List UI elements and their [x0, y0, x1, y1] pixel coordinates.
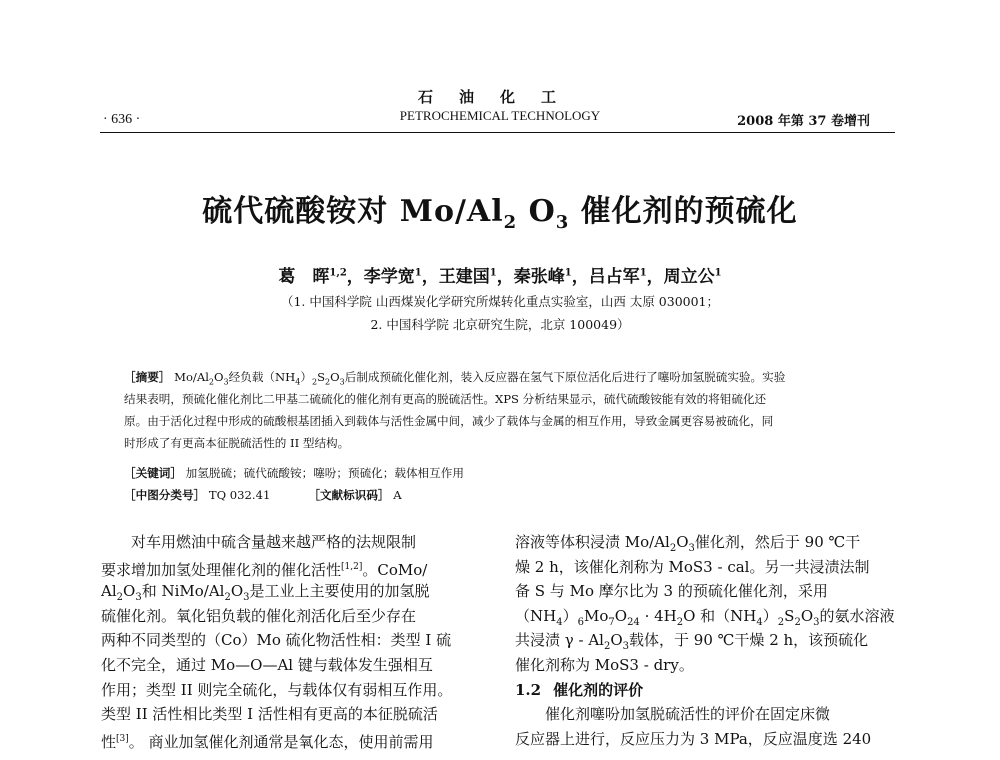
body-line: 硫催化剂。氧化铝负载的催化剂活化后至少存在 — [101, 606, 417, 625]
body-line: 要求增加加氢处理催化剂的催化活性[1,2]。CoMo/ — [101, 560, 428, 579]
author: 王建国$^1$ — [438, 267, 497, 287]
header-divider — [100, 132, 895, 133]
abstract-line: 原。由于活化过程中形成的硫酸根基团插入到载体与活性金属中间，减少了载体与金属的相互作用，导致金属更容易被硫化，同 — [124, 414, 774, 428]
author: 葛 晖$^{1,2}$ — [278, 267, 347, 287]
author: 吕占军$^1$ — [588, 267, 647, 287]
section-number: 1.2 — [515, 680, 542, 699]
keywords — [124, 462, 884, 484]
body-line: 溶液等体积浸渍 $Mo/Al_2O_3$催化剂，然后于 90 ℃干 — [515, 533, 861, 554]
affiliation-line-2: 2. 中国科学院 北京研究生院，北京 100049） — [370, 317, 630, 332]
abstract-line: ［摘要］ $Mo/Al_2O_3$经负载$(NH_4)_2S_2O_3$后制成预硫化催化剂，装入反应器在氢气下原位活化后进行了噻吩加氢脱硫实验。实验 — [124, 370, 786, 387]
issue-info: 2008 年第 37 卷增刊 — [737, 114, 870, 129]
body-line: 燥 2 h，该催化剂称为 MoS3 - cal。另一共浸渍法制 — [515, 557, 870, 576]
body-line: $Al_2O_3$和 NiMo/$Al_2O_3$是工业上主要使用的加氢脱 — [101, 582, 430, 604]
abstract-line: 时形成了有更高本征脱硫活性的 II 型结构。 — [124, 436, 350, 450]
body-line: 性[3]。 商业加氢催化剂通常是氧化态，使用前需用 — [101, 732, 434, 751]
author: 周立公$^1$ — [663, 267, 722, 287]
clc-code: TQ 032.41 — [208, 488, 271, 502]
body-line: 催化剂称为 MoS3 - dry。 — [515, 655, 694, 674]
author-list: 葛 晖$^{1,2}$，李学宽$^1$，王建国$^1$，秦张峰$^1$，吕占军$^1$，周立公$^1$ — [278, 267, 722, 287]
doc-code-label: ［文献标识码］ — [308, 488, 390, 502]
author: 李学宽$^1$ — [363, 267, 422, 287]
keywords-label: ［关键词］ — [124, 466, 182, 480]
author: 秦张峰$^1$ — [513, 267, 572, 287]
body-line: 催化剂噻吩加氢脱硫活性的评价在固定床微 — [545, 705, 831, 724]
abstract-line: 结果表明，预硫化催化剂比二甲基二硫硫化的催化剂有更高的脱硫活性。XPS 分析结果显示，硫代硫酸铵能有效的将钼硫化还 — [124, 392, 767, 406]
body-line: 备 S 与 Mo 摩尔比为 3 的预硫化催化剂，采用 — [515, 582, 828, 601]
clc-label: ［中图分类号］ — [124, 488, 206, 502]
body-line: 作用；类型 II 则完全硫化，与载体仅有弱相互作用。 — [101, 680, 453, 699]
body-line: 化不完全，通过 Mo—O—Al 键与载体发生强相互 — [101, 655, 433, 674]
page-number: · 636 · — [103, 112, 141, 127]
section-heading — [515, 678, 910, 703]
abstract-label: ［摘要］ — [124, 370, 171, 384]
body-column-left — [101, 530, 493, 751]
body-line: 共浸渍 γ - $Al_2O_3$载体，于 90 ℃干燥 2 h，该预硫化 — [515, 631, 869, 653]
body-line: 类型 II 活性相比类型 I 活性相有更高的本征脱硫活 — [101, 705, 438, 724]
body-line: 两种不同类型的（Co）Mo 硫化物活性相：类型 I 硫 — [101, 631, 452, 650]
doc-code: A — [393, 488, 402, 502]
journal-name-cn: 石油化工 — [417, 88, 582, 106]
affiliation-line-1: （1. 中国科学院 山西煤炭化学研究所煤转化重点实验室，山西 太原 030001； — [280, 294, 720, 309]
body-line: 反应器上进行，反应压力为 3 MPa，反应温度选 240 — [515, 729, 872, 748]
section-title: 催化剂的评价 — [553, 680, 644, 699]
paper-title: 硫代硫酸铵对 $Mo/Al_2$ $O_3$ 催化剂的预硫化 — [202, 194, 798, 233]
body-column-right — [515, 530, 910, 751]
abstract — [124, 366, 884, 454]
journal-name-en: PETROCHEMICAL TECHNOLOGY — [399, 108, 601, 123]
citation: [1,2] — [341, 561, 363, 572]
body-line: 对车用燃油中硫含量越来越严格的法规限制 — [131, 533, 417, 551]
classification — [124, 484, 884, 506]
keywords-text: 加氢脱硫；硫代硫酸铵；噻吩；预硫化；载体相互作用 — [185, 466, 464, 480]
body-line: $(NH_4)_6Mo_7O_{24} \cdot 4H_2O$ 和$(NH_4)_2S_2O_3$的氨水溶液 — [515, 606, 895, 628]
citation: [3] — [116, 733, 129, 744]
